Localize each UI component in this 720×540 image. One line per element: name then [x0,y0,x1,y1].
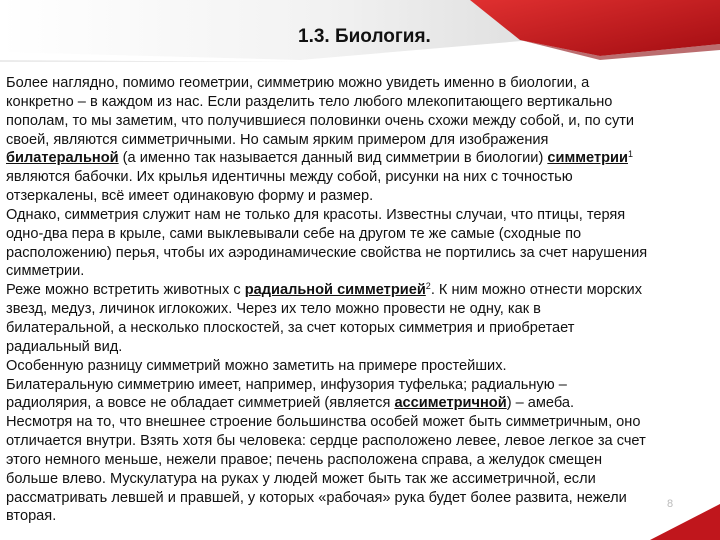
text-run: Реже можно встретить животных с [6,282,245,299]
text-line [6,432,712,451]
text-run: расположению) перья, чтобы их аэродинамические свойства не портились за счет нарушения [6,244,648,261]
text-run: одно-два пера в крыле, сами выклевывали себе на другом те же самые (сходные по [6,225,582,242]
text-run: вторая. [6,508,57,525]
text-run: Билатеральную симметрию имеет, например, инфузория туфелька; радиальную – [6,376,567,393]
text-line [6,376,712,395]
text-run: конкретно – в каждом из нас. Если разделить тело любого млекопитающего вертикально [6,93,613,110]
text-run: пополам, то мы заметим, что получившиеся половинки очень схожи между собой, и, по сути [6,112,635,129]
text-line [6,470,712,489]
text-run: радиальный вид. [6,338,123,355]
text-run: Несмотря на то, что внешнее строение большинства особей может быть симметричным, оно [6,414,641,431]
key-term: симметрии [547,150,628,167]
footnote-marker: 1 [627,149,633,160]
text-line [6,187,712,206]
text-run: . К ним можно отнести морских [430,282,642,299]
key-term: билатеральной [6,150,119,167]
body-text [6,74,712,526]
text-run: Особенную разницу симметрий можно заметить на примере простейших. [6,357,507,374]
text-run: звезд, медуз, личинок иглокожих. Через их тело можно провести не одну, как в [6,301,541,318]
text-run: своей, являются симметричными. Но самым ярким примером для изображения [6,131,549,148]
footnote-marker: 2 [425,281,431,292]
text-line [6,281,712,300]
slide-title: 1.3. Биология. [298,26,431,47]
text-run: отличается внутри. Взять хотя бы человека: сердце расположено левее, левое легкое за счет [6,433,646,450]
text-line [6,507,712,526]
text-line [6,357,712,376]
text-run: билатеральной, а несколько плоскостей, за счет которых симметрия и приобретает [6,319,575,336]
text-line [6,225,712,244]
text-line [6,131,712,150]
text-line [6,112,712,131]
text-line [6,262,712,281]
text-line [6,489,712,508]
text-line [6,93,712,112]
text-run: рассматривать левшей и правшей, у которых «рабочая» рука будет более развита, нежели [6,489,627,506]
text-run: ) – амеба. [506,395,575,412]
text-run: Более наглядно, помимо геометрии, симметрию можно увидеть именно в биологии, а [6,75,590,91]
text-run: являются бабочки. Их крылья идентичны между собой, рисунки на них с точностью [6,169,573,186]
text-line [6,319,712,338]
text-line [6,451,712,470]
text-line [6,74,712,93]
text-line [6,300,712,319]
text-line [6,394,712,413]
text-line [6,168,712,187]
text-run: (а именно так называется данный вид симметрии в биологии) [118,150,548,167]
text-line [6,149,712,168]
text-line [6,413,712,432]
page-number: 8 [667,498,674,510]
text-run: симметрии. [6,263,85,280]
text-line [6,206,712,225]
corner-decoration [650,504,720,540]
text-run: радиолярия, а вовсе не обладает симметрией (является [6,395,395,412]
text-line [6,338,712,357]
key-term: ассиметричной [394,395,507,412]
text-run: Однако, симметрия служит нам не только для красоты. Известны случаи, что птицы, теряя [6,206,626,223]
text-run: этого немного меньше, нежели правое; печень расположена справа, а желудок смещен [6,451,603,468]
key-term: радиальной симметрией [244,282,426,299]
text-run: отзеркалены, всё имеет одинаковую форму и размер. [6,188,374,205]
text-run: больше влево. Мускулатура на руках у людей может быть так же ассиметричной, если [6,470,596,487]
text-line [6,244,712,263]
